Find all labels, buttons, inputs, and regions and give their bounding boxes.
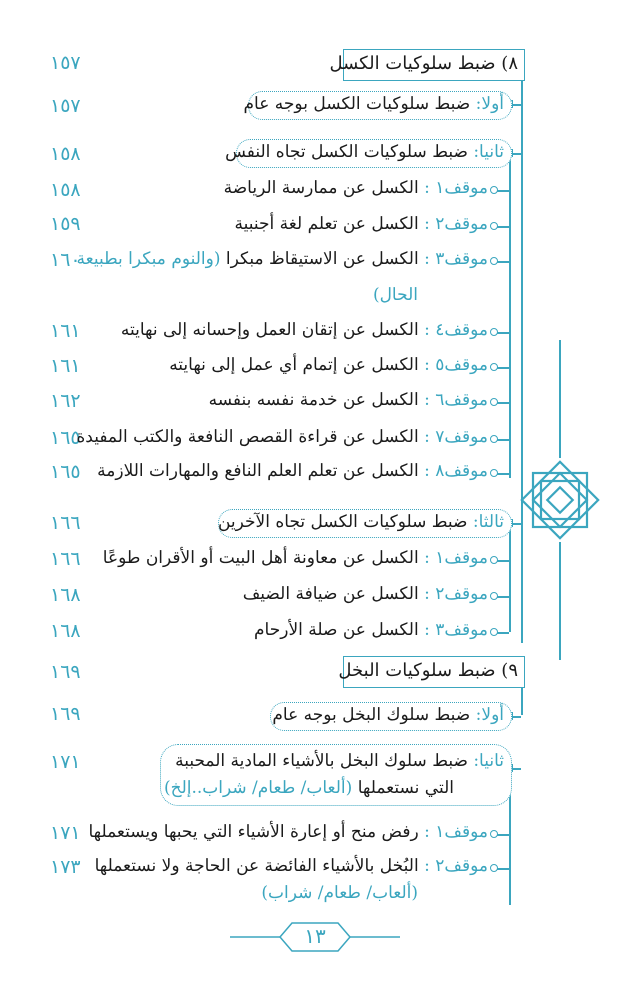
page-number: ١٥٨ [50, 179, 81, 201]
entry-label: موقف٢ : [424, 856, 488, 876]
page-number: ١٦١ [50, 320, 81, 342]
s8-first-entry [244, 94, 504, 114]
tree-line [521, 685, 523, 715]
page-number: ١٦٥ [50, 461, 81, 483]
s8-second-item-8 [97, 461, 488, 481]
page-number: ١٧١ [50, 751, 81, 773]
footer-page-number: ١٣ [304, 924, 326, 948]
s8-third-item-1 [103, 548, 488, 568]
page-number: ١٧٣ [50, 856, 81, 878]
entry-label: أولا: [475, 705, 504, 725]
entry-text: ضبط سلوكيات الكسل بوجه عام [243, 94, 471, 114]
entry-label: موقف١ : [424, 822, 488, 842]
entry-text: الكسل عن ممارسة الرياضة [223, 178, 419, 198]
s8-second-item-3 [77, 249, 488, 269]
item-bullet [490, 864, 498, 872]
entry-label: موقف١ : [424, 178, 488, 198]
page-number: ١٧١ [50, 822, 81, 844]
entry-text: ضبط سلوك البخل بالأشياء المادية المحببة [175, 751, 468, 771]
s8-second-entry [225, 142, 504, 162]
entry-note: (والنوم مبكرا بطبيعة [76, 249, 221, 269]
s8-second-item-2 [235, 214, 488, 234]
s9-second-item-2 [95, 856, 488, 876]
page-number: ١٦٩ [50, 661, 81, 683]
page-number: ١٦٦ [50, 512, 81, 534]
section-8-title: ٨) ضبط سلوكيات الكسل [329, 53, 518, 74]
item-bullet [490, 363, 498, 371]
s9-second-entry-cont [164, 778, 454, 798]
s8-second-item-3-note-cont: الحال) [372, 285, 418, 305]
entry-label: ثانيا: [473, 751, 504, 771]
item-bullet [490, 592, 498, 600]
entry-label: موقف٢ : [424, 214, 488, 234]
entry-text: الكسل عن الاستيقاظ مبكرا [225, 249, 419, 269]
entry-text: التي نستعملها [357, 778, 454, 798]
page-number: ١٦٥ [50, 427, 81, 449]
item-bullet [490, 328, 498, 336]
entry-text: الكسل عن إتقان العمل وإحسانه إلى نهايته [120, 320, 419, 340]
s8-third-entry [218, 512, 504, 532]
tree-line [509, 530, 511, 632]
entry-label: موقف٢ : [424, 584, 488, 604]
page-number: ١٥٩ [50, 213, 81, 235]
entry-label: موقف٧ : [424, 427, 488, 447]
entry-label: موقف٦ : [424, 390, 488, 410]
entry-label: ثالثا: [472, 512, 504, 532]
page-number: ١٦٨ [50, 584, 81, 606]
entry-text: البُخل بالأشياء الفائضة عن الحاجة ولا نستعملها [94, 856, 419, 876]
page-number: ١٦٦ [50, 548, 81, 570]
entry-text: الكسل عن ضيافة الضيف [242, 584, 419, 604]
item-bullet [490, 257, 498, 265]
entry-label: موقف٣ : [424, 620, 488, 640]
s8-third-item-3 [254, 620, 488, 640]
item-bullet [490, 556, 498, 564]
s9-second-item-2-note: (ألعاب/ طعام/ شراب) [261, 883, 418, 903]
tree-line [509, 780, 511, 905]
s8-second-item-4 [121, 320, 488, 340]
entry-text: الكسل عن قراءة القصص النافعة والكتب المفيدة [76, 427, 419, 447]
entry-note: (ألعاب/ طعام/ شراب..إلخ) [163, 778, 353, 798]
entry-text: الكسل عن إتمام أي عمل إلى نهايته [169, 355, 419, 375]
entry-label: موقف١ : [424, 548, 488, 568]
item-bullet [490, 628, 498, 636]
entry-text: ضبط سلوكيات الكسل تجاه النفس [225, 142, 468, 162]
item-bullet [490, 469, 498, 477]
s8-second-item-1 [224, 178, 488, 198]
tree-line [509, 160, 511, 478]
item-bullet [490, 186, 498, 194]
page-number: ١٦٩ [50, 703, 81, 725]
entry-label: موقف٤ : [424, 320, 488, 340]
s8-second-item-5 [169, 355, 488, 375]
entry-text: الكسل عن صلة الأرحام [254, 620, 419, 640]
item-bullet [490, 830, 498, 838]
entry-label: موقف٥ : [424, 355, 488, 375]
page-number: ١٦٠ [50, 249, 81, 271]
s9-second-entry [175, 751, 504, 771]
section-9-title: ٩) ضبط سلوكيات البخل [338, 660, 518, 681]
entry-text: ضبط سلوك البخل بوجه عام [272, 705, 471, 725]
item-bullet [490, 222, 498, 230]
page-number: ١٦١ [50, 355, 81, 377]
s8-third-item-2 [243, 584, 488, 604]
item-bullet [490, 435, 498, 443]
entry-text: ضبط سلوكيات الكسل تجاه الآخرين [217, 512, 468, 532]
item-bullet [490, 398, 498, 406]
entry-text: الكسل عن تعلم العلم النافع والمهارات اللازمة [97, 461, 419, 481]
entry-text: الكسل عن معاونة أهل البيت أو الأقران طوعًا [102, 548, 419, 568]
entry-label: ثانيا: [473, 142, 504, 162]
entry-label: موقف٨ : [424, 461, 488, 481]
entry-text: رفض منح أو إعارة الأشياء التي يحبها ويستعملها [88, 822, 419, 842]
page-number: ١٦٢ [50, 390, 81, 412]
s8-second-item-7 [76, 427, 488, 447]
entry-label: موقف٣ : [424, 249, 488, 269]
page-number: ١٥٧ [50, 95, 81, 117]
entry-label: أولا: [475, 94, 504, 114]
page-number: ١٥٧ [50, 52, 81, 74]
entry-text: الكسل عن تعلم لغة أجنبية [234, 214, 419, 234]
page-number: ١٦٨ [50, 620, 81, 642]
entry-text: الكسل عن خدمة نفسه بنفسه [208, 390, 419, 410]
s9-second-item-1 [88, 822, 488, 842]
page-number: ١٥٨ [50, 143, 81, 165]
ornament-icon [520, 340, 600, 660]
s9-first-entry [272, 705, 504, 725]
s8-second-item-6 [209, 390, 488, 410]
